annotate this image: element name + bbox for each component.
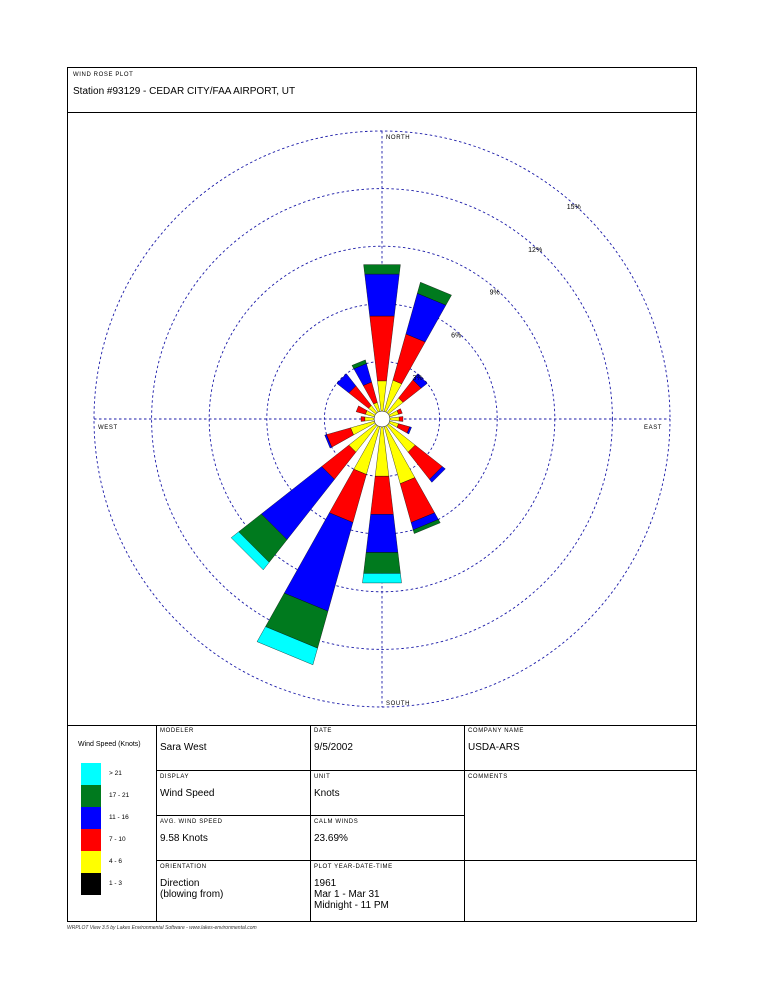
date-value: 9/5/2002 [314, 742, 353, 753]
petal-segment-s [371, 476, 394, 514]
plot-time-value [314, 878, 389, 911]
plot-hours: Midnight - 11 PM [314, 900, 389, 911]
petal-segment-e [399, 417, 403, 422]
footer-credit: WRPLOT View 3.5 by Lakes Environmental Software - www.lakes-environmental.com [67, 925, 257, 931]
avg-speed-cell [157, 816, 310, 860]
orientation-cell [157, 861, 310, 921]
company-cell [465, 725, 696, 770]
legend-item [81, 807, 161, 829]
plot-dates: Mar 1 - Mar 31 [314, 889, 380, 900]
legend-label: 11 - 16 [109, 814, 129, 821]
legend-swatch [81, 807, 101, 829]
display-value: Wind Speed [160, 788, 215, 799]
report-frame [67, 67, 697, 922]
petal-segment-s [366, 514, 398, 552]
display-cell [157, 771, 310, 815]
legend-swatch [81, 785, 101, 807]
petal-segment-n [365, 274, 400, 316]
header-label: WIND ROSE PLOT [73, 72, 134, 78]
legend-label: > 21 [109, 770, 122, 777]
wind-rose-plot-area [68, 113, 696, 725]
info-panel [68, 725, 696, 921]
unit-value: Knots [314, 788, 340, 799]
petal-segment-s [364, 552, 401, 573]
petal-segment-w [361, 417, 365, 422]
plot-time-cell [311, 861, 464, 921]
plot-time-label: PLOT YEAR-DATE-TIME [314, 864, 393, 870]
ring-label: 9% [489, 289, 500, 297]
avg-speed-value: 9.58 Knots [160, 833, 208, 844]
orientation-line1: Direction [160, 878, 200, 889]
calm-center [374, 411, 390, 427]
unit-label: UNIT [314, 774, 331, 780]
legend-item [81, 785, 161, 807]
header [68, 68, 696, 113]
legend-label: 4 - 6 [109, 858, 123, 865]
comments-cell [465, 771, 696, 860]
plot-year: 1961 [314, 878, 337, 889]
modeler-cell [157, 725, 310, 770]
date-cell [311, 725, 464, 770]
compass-south: SOUTH [386, 701, 410, 707]
station-title: Station #93129 - CEDAR CITY/FAA AIRPORT, UT [73, 86, 296, 97]
avg-speed-label: AVG. WIND SPEED [160, 819, 223, 825]
modeler-value: Sara West [160, 742, 207, 753]
legend-swatch [81, 851, 101, 873]
calm-winds-label: CALM WINDS [314, 819, 359, 825]
bars-layer [231, 265, 451, 665]
petal-segment-s [362, 573, 401, 583]
legend-item [81, 851, 161, 873]
wind-rose-chart [68, 113, 696, 725]
ring-label: 12% [528, 246, 543, 254]
legend-label: 7 - 10 [109, 836, 126, 843]
company-label: COMPANY NAME [468, 728, 524, 734]
modeler-label: MODELER [160, 728, 194, 734]
legend-item [81, 873, 161, 895]
legend [68, 725, 156, 921]
legend-label: 17 - 21 [109, 792, 130, 799]
compass-north: NORTH [386, 135, 411, 141]
date-label: DATE [314, 728, 332, 734]
ring-label: 15% [566, 203, 581, 211]
legend-swatch [81, 829, 101, 851]
compass-east: EAST [644, 425, 663, 431]
ring-label: 3% [412, 375, 423, 383]
ring-label: 6% [451, 332, 462, 340]
unit-cell [311, 771, 464, 815]
petal-segment-n [370, 316, 395, 381]
calm-winds-cell [311, 816, 464, 860]
orientation-value [160, 878, 223, 900]
calm-winds-value: 23.69% [314, 833, 348, 844]
legend-swatch [81, 763, 101, 785]
display-label: DISPLAY [160, 774, 190, 780]
company-value: USDA-ARS [468, 742, 520, 753]
comments-label: COMMENTS [468, 774, 508, 780]
legend-label: 1 - 3 [109, 880, 123, 887]
legend-title: Wind Speed (Knots) [78, 741, 141, 748]
petal-segment-n [364, 265, 401, 275]
compass-west: WEST [98, 425, 118, 431]
orientation-line2: (blowing from) [160, 889, 224, 900]
legend-item [81, 829, 161, 851]
legend-item [81, 763, 161, 785]
orientation-label: ORIENTATION [160, 864, 207, 870]
legend-swatch [81, 873, 101, 895]
petal-segment-wnw [356, 406, 367, 414]
